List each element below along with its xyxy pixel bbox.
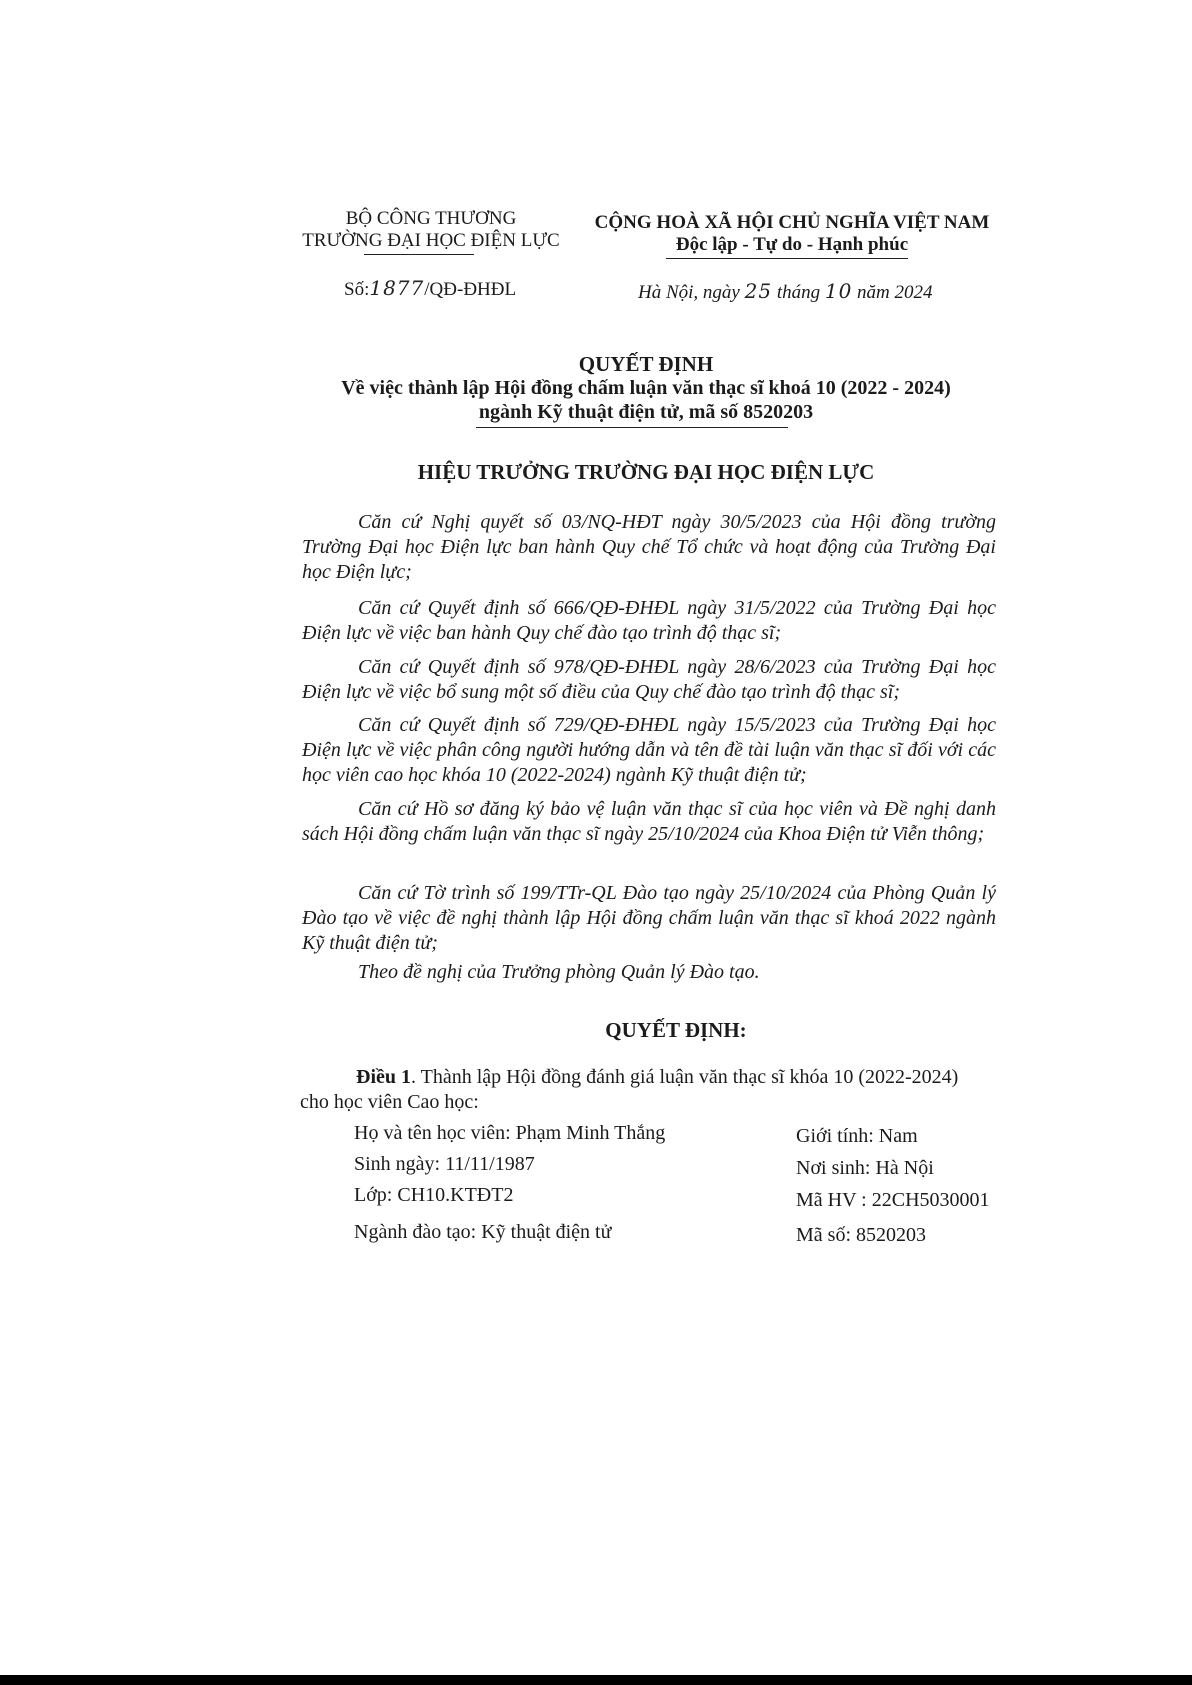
ministry-name: BỘ CÔNG THƯƠNG — [345, 208, 517, 229]
decision-title: QUYẾT ĐỊNH — [578, 352, 714, 376]
student-gender: Giới tính: Nam — [796, 1125, 918, 1147]
university-underline — [364, 254, 474, 255]
student-class: Lớp: CH10.KTĐT2 — [354, 1184, 514, 1206]
legal-basis-6: Căn cứ Tờ trình số 199/TTr-QL Đào tạo ngày 25/10/2024 của Phòng Quản lý Đào tạo về việc đề nghị thành lập Hội đồng chấm luận văn thạc sĩ khoá 2022 ngành Kỹ thuật điện tử; — [302, 882, 996, 954]
issuing-authority: HIỆU TRƯỞNG TRƯỜNG ĐẠI HỌC ĐIỆN LỰC — [417, 460, 875, 484]
student-name: Họ và tên học viên: Phạm Minh Thắng — [354, 1122, 666, 1144]
decision-subject-line1: Về việc thành lập Hội đồng chấm luận văn thạc sĩ khoá 10 (2022 - 2024) — [341, 377, 951, 399]
decision-heading: QUYẾT ĐỊNH: — [605, 1018, 747, 1042]
number-prefix: Số: — [344, 279, 370, 300]
legal-basis-7: Theo đề nghị của Trưởng phòng Quản lý Đào tạo. — [358, 961, 760, 983]
legal-basis-2: Căn cứ Quyết định số 666/QĐ-ĐHĐL ngày 31/5/2022 của Trường Đại học Điện lực về việc ban hành Quy chế đào tạo trình độ thạc sĩ; — [302, 597, 996, 644]
article-1-label: Điều 1 — [356, 1066, 411, 1088]
legal-basis-1: Căn cứ Nghị quyết số 03/NQ-HĐT ngày 30/5/2023 của Hội đồng trường Trường Đại học Điện lực ban hành Quy chế Tổ chức và hoạt động của Trường Đại học Điện lực; — [302, 511, 996, 583]
article-1-line2: cho học viên Cao học: — [300, 1091, 479, 1113]
legal-basis-4: Căn cứ Quyết định số 729/QĐ-ĐHĐL ngày 15/5/2023 của Trường Đại học Điện lực về việc phân công người hướng dẫn và tên đề tài luận văn thạc sĩ đối với các học viên cao học khóa 10 (2022-2024) ngành Kỹ thuật điện tử; — [302, 714, 996, 786]
student-birthplace: Nơi sinh: Hà Nội — [796, 1157, 934, 1179]
date-month-label: tháng — [776, 282, 821, 303]
date-place: Hà Nội, ngày — [638, 282, 740, 303]
article-1-line1 — [356, 1066, 958, 1089]
decision-subject-line2: ngành Kỹ thuật điện tử, mã số 8520203 — [478, 401, 814, 423]
motto-underline — [666, 258, 908, 259]
legal-basis-5: Căn cứ Hồ sơ đăng ký bảo vệ luận văn thạc sĩ của học viên và Đề nghị danh sách Hội đồng chấm luận văn thạc sĩ ngày 25/10/2024 của Khoa Điện tử Viễn thông; — [302, 798, 996, 845]
national-motto: Độc lập - Tự do - Hạnh phúc — [675, 234, 909, 255]
document-date — [638, 279, 933, 304]
date-month-handwritten: 10 — [824, 279, 853, 303]
date-year: năm 2024 — [857, 282, 933, 303]
scan-bottom-edge — [0, 1675, 1192, 1685]
number-suffix: /QĐ-ĐHĐL — [424, 279, 517, 300]
university-name: TRƯỜNG ĐẠI HỌC ĐIỆN LỰC — [302, 230, 560, 251]
document-number — [344, 276, 516, 301]
country-name: CỘNG HOÀ XÃ HỘI CHỦ NGHĨA VIỆT NAM — [594, 212, 990, 233]
student-dob: Sinh ngày: 11/11/1987 — [354, 1153, 535, 1175]
legal-basis-3: Căn cứ Quyết định số 978/QĐ-ĐHĐL ngày 28/6/2023 của Trường Đại học Điện lực về việc bổ sung một số điều của Quy chế đào tạo trình độ thạc sĩ; — [302, 656, 996, 703]
major-code: Mã số: 8520203 — [796, 1224, 926, 1246]
date-day-handwritten: 25 — [744, 279, 773, 303]
subject-underline — [476, 427, 788, 428]
student-major: Ngành đào tạo: Kỹ thuật điện tử — [354, 1221, 612, 1243]
article-1-text: . Thành lập Hội đồng đánh giá luận văn thạc sĩ khóa 10 (2022-2024) — [411, 1066, 959, 1088]
student-id: Mã HV : 22CH5030001 — [796, 1189, 990, 1211]
number-handwritten: 1877 — [369, 276, 425, 300]
